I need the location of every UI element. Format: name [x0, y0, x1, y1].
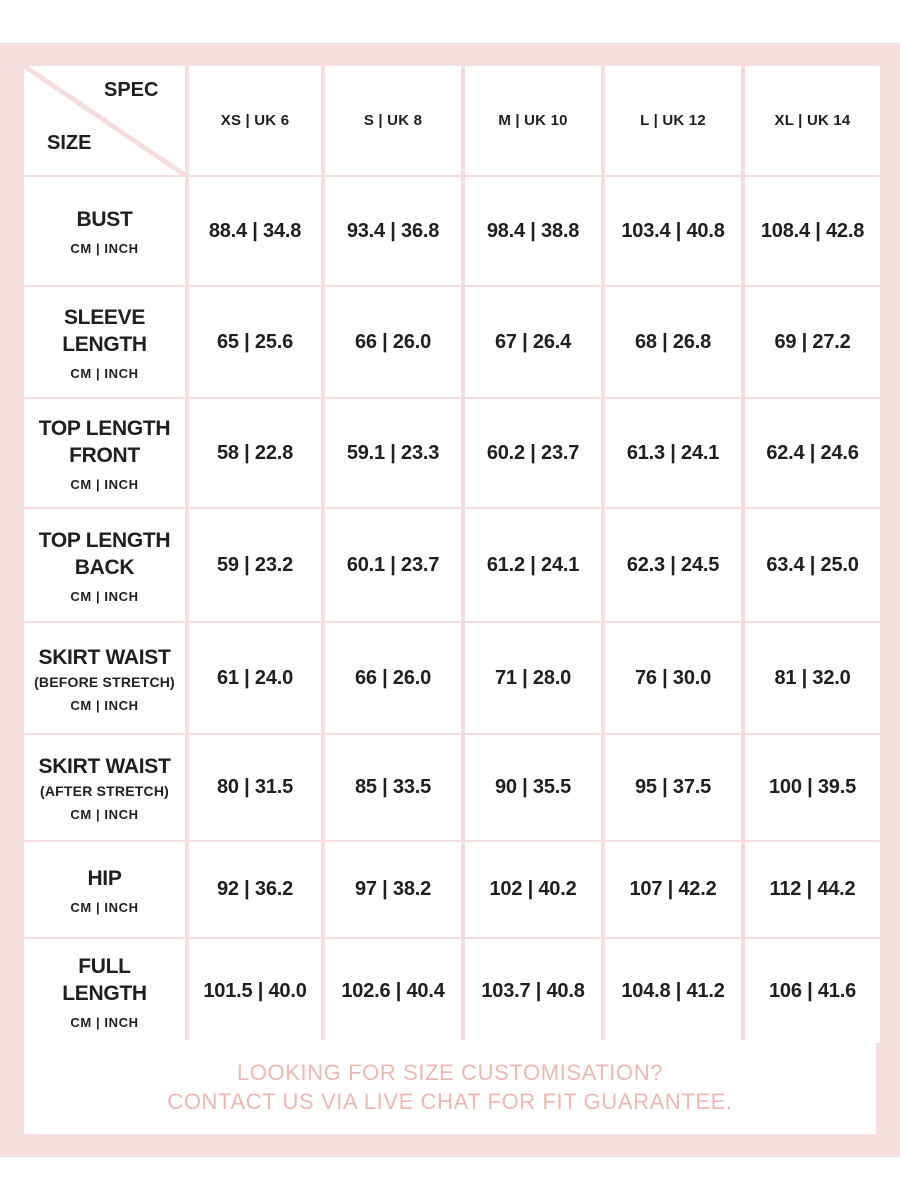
measurement-cell: [465, 399, 601, 507]
measurement-value: 81 | 32.0: [774, 666, 851, 689]
measurement-cell: [465, 842, 601, 937]
measurement-cell: [465, 939, 601, 1043]
measurement-cell: [605, 623, 741, 733]
measurement-value: 92 | 36.2: [216, 878, 294, 900]
measurement-cell: [465, 287, 601, 397]
size-header-cell: [745, 66, 880, 175]
measurement-cell: [745, 735, 880, 840]
measurement-value: 112 | 44.2: [769, 878, 856, 900]
row-unit-label: CM | INCH: [70, 588, 139, 604]
size-header-label: M | UK 10: [498, 112, 568, 129]
row-title-line: TOP LENGTH: [38, 416, 171, 440]
measurement-value: 103.7 | 40.8: [481, 979, 585, 1002]
measurement-cell: [189, 399, 321, 507]
size-label: SIZE: [47, 132, 92, 154]
measurement-value: 69 | 27.2: [774, 330, 851, 353]
size-header-label: S | UK 8: [363, 112, 423, 129]
measurement-cell: [745, 842, 880, 937]
spec-label: SPEC: [104, 79, 159, 101]
row-unit-label: CM | INCH: [70, 697, 139, 713]
measurement-value: 76 | 30.0: [634, 666, 712, 689]
row-label-cell: [24, 509, 185, 621]
row-title-line: LENGTH: [62, 981, 147, 1005]
measurement-cell: [189, 842, 321, 937]
footer-line-1: LOOKING FOR SIZE CUSTOMISATION?: [236, 1060, 664, 1085]
row-unit-label: CM | INCH: [70, 1014, 139, 1030]
measurement-value: 98.4 | 38.8: [486, 219, 580, 242]
measurement-cell: [325, 623, 461, 733]
row-subtitle: (AFTER STRETCH): [40, 783, 169, 799]
measurement-value: 65 | 25.6: [216, 330, 294, 353]
measurement-value: 100 | 39.5: [768, 776, 856, 798]
measurement-value: 62.4 | 24.6: [766, 441, 859, 464]
measurement-cell: [325, 177, 461, 285]
row-unit-label: CM | INCH: [70, 807, 139, 822]
measurement-cell: [745, 399, 880, 507]
measurement-value: 61.3 | 24.1: [626, 441, 720, 464]
measurement-cell: [605, 735, 741, 840]
size-header-cell: [465, 66, 601, 175]
measurement-value: 102 | 40.2: [489, 878, 577, 900]
row-title-line: SKIRT WAIST: [38, 645, 171, 669]
row-label-cell: [24, 177, 185, 285]
measurement-cell: [605, 287, 741, 397]
measurement-value: 90 | 35.5: [494, 776, 572, 798]
measurement-cell: [465, 623, 601, 733]
measurement-value: 61.2 | 24.1: [486, 553, 580, 576]
measurement-value: 108.4 | 42.8: [760, 219, 865, 242]
measurement-cell: [745, 287, 880, 397]
row-label-cell: [24, 735, 185, 840]
measurement-value: 66 | 26.0: [354, 666, 432, 689]
measurement-cell: [745, 939, 880, 1043]
size-header-label: XS | UK 6: [220, 112, 290, 129]
measurement-value: 63.4 | 25.0: [766, 553, 859, 576]
measurement-cell: [189, 287, 321, 397]
row-label-cell: [24, 623, 185, 733]
measurement-value: 59.1 | 23.3: [346, 441, 440, 464]
measurement-value: 66 | 26.0: [354, 330, 432, 353]
measurement-value: 107 | 42.2: [629, 878, 717, 900]
measurement-cell: [745, 623, 880, 733]
measurement-value: 68 | 26.8: [634, 330, 712, 353]
measurement-value: 85 | 33.5: [354, 776, 432, 798]
row-title-line: SKIRT WAIST: [38, 755, 171, 778]
corner-header-cell: [24, 66, 185, 175]
size-header-label: L | UK 12: [640, 112, 706, 129]
measurement-cell: [745, 177, 880, 285]
size-header-cell: [605, 66, 741, 175]
row-title-line: TOP LENGTH: [38, 528, 171, 552]
measurement-cell: [189, 735, 321, 840]
row-unit-label: CM | INCH: [70, 241, 139, 256]
measurement-cell: [189, 623, 321, 733]
size-header-cell: [325, 66, 461, 175]
measurement-cell: [189, 939, 321, 1043]
measurement-cell: [605, 399, 741, 507]
measurement-cell: [605, 177, 741, 285]
measurement-value: 61 | 24.0: [216, 666, 294, 689]
measurement-cell: [325, 399, 461, 507]
measurement-cell: [189, 509, 321, 621]
measurement-value: 103.4 | 40.8: [621, 219, 725, 242]
size-chart-table: [24, 66, 876, 1038]
row-unit-label: CM | INCH: [70, 365, 139, 381]
measurement-cell: [325, 842, 461, 937]
measurement-value: 80 | 31.5: [216, 776, 294, 798]
measurement-value: 97 | 38.2: [354, 878, 432, 900]
measurement-cell: [325, 287, 461, 397]
measurement-cell: [325, 509, 461, 621]
measurement-cell: [465, 177, 601, 285]
measurement-value: 60.1 | 23.7: [346, 553, 440, 576]
measurement-cell: [745, 509, 880, 621]
measurement-value: 106 | 41.6: [768, 979, 856, 1002]
row-unit-label: CM | INCH: [70, 476, 139, 492]
row-unit-label: CM | INCH: [70, 899, 139, 915]
row-label-cell: [24, 939, 185, 1043]
measurement-value: 62.3 | 24.5: [626, 553, 720, 576]
footer-note: [24, 1040, 876, 1134]
row-title-line: LENGTH: [62, 332, 147, 356]
measurement-value: 95 | 37.5: [634, 776, 712, 798]
row-title-line: HIP: [87, 866, 122, 890]
measurement-value: 71 | 28.0: [494, 666, 572, 689]
row-label-cell: [24, 399, 185, 507]
row-label-cell: [24, 842, 185, 937]
measurement-value: 60.2 | 23.7: [486, 441, 580, 464]
size-header-cell: [189, 66, 321, 175]
row-title-line: BACK: [74, 555, 135, 579]
measurement-cell: [605, 509, 741, 621]
row-label-cell: [24, 287, 185, 397]
measurement-cell: [325, 939, 461, 1043]
row-title-line: FRONT: [69, 443, 140, 467]
measurement-value: 88.4 | 34.8: [208, 219, 302, 242]
row-title-line: SLEEVE: [63, 305, 146, 329]
measurement-cell: [189, 177, 321, 285]
row-title-line: BUST: [76, 208, 133, 231]
measurement-value: 93.4 | 36.8: [346, 219, 440, 242]
measurement-value: 104.8 | 41.2: [621, 979, 725, 1002]
row-title-line: FULL: [78, 954, 131, 978]
size-header-label: XL | UK 14: [774, 112, 851, 129]
measurement-cell: [465, 509, 601, 621]
measurement-value: 58 | 22.8: [216, 441, 294, 464]
measurement-value: 102.6 | 40.4: [341, 979, 445, 1002]
measurement-value: 101.5 | 40.0: [203, 979, 307, 1002]
row-subtitle: (BEFORE STRETCH): [34, 673, 175, 690]
measurement-cell: [325, 735, 461, 840]
footer-line-2: CONTACT US VIA LIVE CHAT FOR FIT GUARANTEE.: [167, 1089, 733, 1114]
measurement-value: 67 | 26.4: [494, 330, 572, 353]
measurement-cell: [605, 842, 741, 937]
measurement-value: 59 | 23.2: [216, 553, 294, 576]
measurement-cell: [465, 735, 601, 840]
measurement-cell: [605, 939, 741, 1043]
